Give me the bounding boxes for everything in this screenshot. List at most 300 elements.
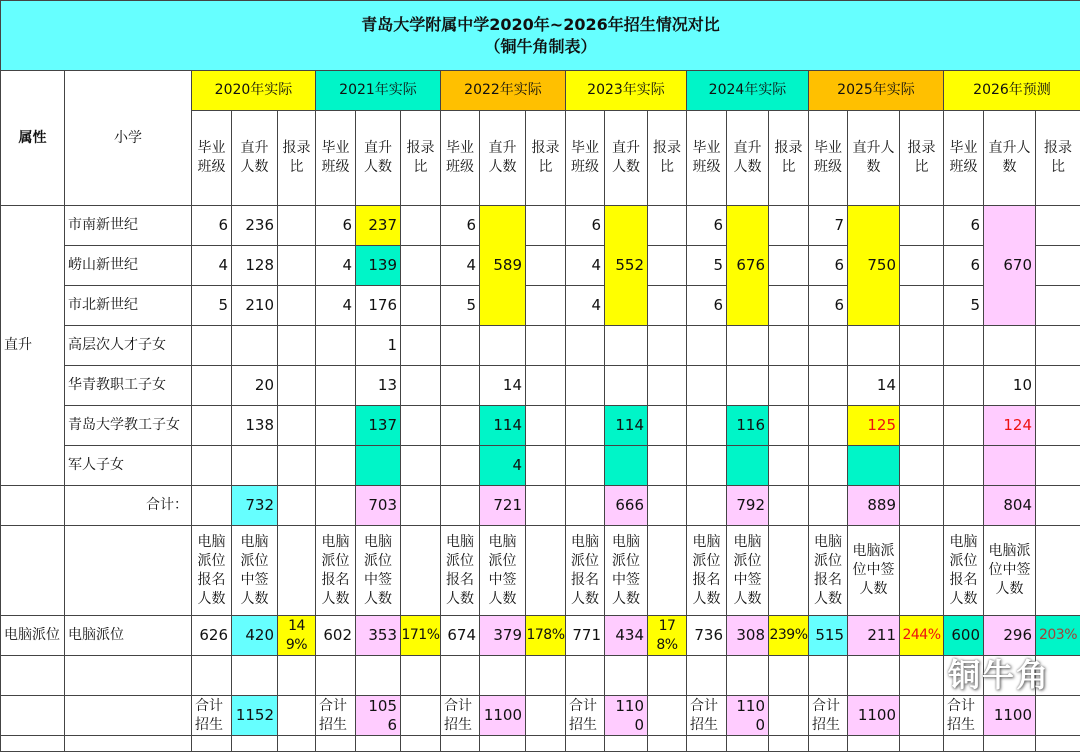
grad-classes [316, 366, 356, 406]
ratio [526, 286, 566, 326]
lottery-won: 353 [356, 616, 401, 656]
direct-count: 128 [232, 246, 278, 286]
direct-count: 237 [356, 206, 401, 246]
enroll-total: 1100 [848, 696, 900, 736]
direct-count: 116 [727, 406, 769, 446]
lottery-apply-header: 电脑派位报名人数 [192, 526, 232, 616]
enroll-total: 1100 [480, 696, 526, 736]
grad-classes-header: 毕业班级 [687, 111, 727, 206]
direct-count [727, 326, 769, 366]
enroll-total: 1152 [232, 696, 278, 736]
empty [769, 656, 809, 696]
school-row [1, 366, 1080, 406]
grad-classes [316, 406, 356, 446]
ratio [526, 406, 566, 446]
empty [526, 736, 566, 752]
ratio [900, 206, 944, 246]
enroll-total-label: 合计招生 [192, 696, 232, 736]
direct-count-merged: 670 [984, 206, 1036, 326]
direct-total: 666 [605, 486, 648, 526]
empty [526, 526, 566, 616]
direct-count: 124 [984, 406, 1036, 446]
ratio [1036, 446, 1080, 486]
grad-classes: 6 [687, 206, 727, 246]
lottery-row [1, 616, 1080, 656]
empty [401, 696, 441, 736]
empty [480, 656, 526, 696]
ratio [401, 366, 441, 406]
lottery-ratio: 178% [648, 616, 687, 656]
empty [316, 486, 356, 526]
empty [648, 656, 687, 696]
lottery-apply: 736 [687, 616, 727, 656]
empty [648, 486, 687, 526]
direct-count [232, 446, 278, 486]
direct-count [605, 446, 648, 486]
ratio [401, 446, 441, 486]
empty [769, 526, 809, 616]
ratio [648, 246, 687, 286]
grad-classes [441, 446, 480, 486]
empty [769, 736, 809, 752]
lottery-ratio: 171% [401, 616, 441, 656]
ratio [526, 246, 566, 286]
grad-classes: 6 [944, 206, 984, 246]
empty [566, 656, 605, 696]
empty [1036, 736, 1080, 752]
empty [65, 736, 192, 752]
sum-row [1, 486, 1080, 526]
ratio [648, 366, 687, 406]
empty [278, 656, 316, 696]
grad-classes [192, 366, 232, 406]
lottery-ratio: 178% [526, 616, 566, 656]
direct-count [480, 326, 526, 366]
enroll-total-label: 合计招生 [566, 696, 605, 736]
direct-count-header: 直升人数 [984, 111, 1036, 206]
direct-count-merged: 552 [605, 206, 648, 326]
blank-row [1, 736, 1080, 752]
empty [648, 696, 687, 736]
empty [192, 656, 232, 696]
school-name: 市南新世纪 [65, 206, 192, 246]
ratio [648, 446, 687, 486]
direct-count: 139 [356, 246, 401, 286]
ratio [769, 206, 809, 246]
lottery-won-header: 电脑派位中签人数 [232, 526, 278, 616]
grad-classes [566, 446, 605, 486]
enroll-total-label: 合计招生 [441, 696, 480, 736]
enroll-total: 1100 [605, 696, 648, 736]
direct-count: 1 [356, 326, 401, 366]
direct-count: 176 [356, 286, 401, 326]
grad-classes [687, 326, 727, 366]
ratio [1036, 206, 1080, 246]
grad-classes [441, 406, 480, 446]
grad-classes [441, 366, 480, 406]
empty [900, 736, 944, 752]
direct-count: 137 [356, 406, 401, 446]
grad-classes [687, 366, 727, 406]
empty [687, 656, 727, 696]
grad-classes [944, 446, 984, 486]
grad-classes: 5 [687, 246, 727, 286]
grad-classes [687, 446, 727, 486]
grad-classes: 4 [566, 286, 605, 326]
grad-classes: 6 [944, 246, 984, 286]
lottery-won: 296 [984, 616, 1036, 656]
lottery-apply-header: 电脑派位报名人数 [566, 526, 605, 616]
direct-count-merged: 589 [480, 206, 526, 326]
direct-count [605, 366, 648, 406]
direct-count: 125 [848, 406, 900, 446]
ratio [278, 446, 316, 486]
grad-classes [687, 406, 727, 446]
lottery-apply: 515 [809, 616, 848, 656]
title-text: 青岛大学附属中学2020年~2026年招生情况对比 [4, 14, 1077, 36]
ratio-header: 报录比 [526, 111, 566, 206]
lottery-apply-header: 电脑派位报名人数 [441, 526, 480, 616]
empty [648, 736, 687, 752]
grad-classes: 7 [809, 206, 848, 246]
lottery-won-header: 电脑派位中签人数 [984, 526, 1036, 616]
enroll-total-label: 合计招生 [687, 696, 727, 736]
lottery-row-label: 电脑派位 [65, 616, 192, 656]
year-header: 2025年实际 [809, 71, 944, 111]
sum-label: 合计： [65, 486, 192, 526]
ratio [278, 286, 316, 326]
lottery-won-header: 电脑派位中签人数 [727, 526, 769, 616]
lottery-apply-header: 电脑派位报名人数 [316, 526, 356, 616]
grad-classes: 4 [441, 246, 480, 286]
enroll-total: 1100 [727, 696, 769, 736]
lottery-apply: 600 [944, 616, 984, 656]
grad-classes: 4 [566, 246, 605, 286]
empty [441, 486, 480, 526]
grad-classes: 6 [441, 206, 480, 246]
school-name: 青岛大学教工子女 [65, 406, 192, 446]
ratio [900, 246, 944, 286]
direct-count [605, 326, 648, 366]
empty [648, 526, 687, 616]
grad-classes: 4 [316, 246, 356, 286]
empty [401, 526, 441, 616]
empty [441, 736, 480, 752]
direct-count: 114 [480, 406, 526, 446]
school-name: 市北新世纪 [65, 286, 192, 326]
lottery-won-header: 电脑派位中签人数 [356, 526, 401, 616]
empty [526, 696, 566, 736]
empty [605, 736, 648, 752]
ratio [278, 206, 316, 246]
enroll-total: 1100 [984, 696, 1036, 736]
empty [566, 486, 605, 526]
ratio-header: 报录比 [900, 111, 944, 206]
empty [1, 656, 65, 696]
direct-count: 114 [605, 406, 648, 446]
grad-classes: 6 [809, 246, 848, 286]
empty [232, 656, 278, 696]
empty [1, 696, 65, 736]
ratio [401, 406, 441, 446]
ratio [278, 326, 316, 366]
grad-classes [566, 366, 605, 406]
grad-classes [809, 366, 848, 406]
direct-count [232, 326, 278, 366]
year-header: 2022年实际 [441, 71, 566, 111]
lottery-won: 379 [480, 616, 526, 656]
empty [278, 736, 316, 752]
empty [1036, 486, 1080, 526]
lottery-apply-header: 电脑派位报名人数 [809, 526, 848, 616]
empty [809, 736, 848, 752]
direct-total: 889 [848, 486, 900, 526]
school-name: 华青教职工子女 [65, 366, 192, 406]
title-row [1, 1, 1080, 71]
lottery-won-header: 电脑派位中签人数 [848, 526, 900, 616]
ratio [648, 206, 687, 246]
grad-classes-header: 毕业班级 [944, 111, 984, 206]
ratio [900, 406, 944, 446]
ratio [769, 406, 809, 446]
grad-classes-header: 毕业班级 [809, 111, 848, 206]
lottery-ratio: 203% [1036, 616, 1080, 656]
empty [944, 486, 984, 526]
empty [480, 736, 526, 752]
grad-classes: 4 [316, 286, 356, 326]
ratio-header: 报录比 [648, 111, 687, 206]
ratio [769, 366, 809, 406]
lottery-won: 420 [232, 616, 278, 656]
grad-classes-header: 毕业班级 [316, 111, 356, 206]
ratio [1036, 406, 1080, 446]
ratio [401, 286, 441, 326]
direct-count [984, 326, 1036, 366]
empty [687, 486, 727, 526]
direct-count [984, 446, 1036, 486]
lottery-apply: 626 [192, 616, 232, 656]
direct-total: 732 [232, 486, 278, 526]
ratio [900, 446, 944, 486]
lottery-won-header: 电脑派位中签人数 [480, 526, 526, 616]
school-name: 军人子女 [65, 446, 192, 486]
school-row [1, 206, 1080, 246]
direct-count: 138 [232, 406, 278, 446]
direct-count-header: 直升人数 [356, 111, 401, 206]
empty [984, 736, 1036, 752]
grad-classes [809, 406, 848, 446]
ratio-header: 报录比 [769, 111, 809, 206]
school-name: 高层次人才子女 [65, 326, 192, 366]
empty [809, 656, 848, 696]
ratio [769, 286, 809, 326]
ratio [648, 286, 687, 326]
empty [401, 656, 441, 696]
empty [401, 736, 441, 752]
ratio [648, 326, 687, 366]
ratio [1036, 326, 1080, 366]
empty [727, 736, 769, 752]
empty [848, 736, 900, 752]
grad-classes: 4 [192, 246, 232, 286]
empty [687, 736, 727, 752]
ratio [648, 406, 687, 446]
grad-classes [566, 326, 605, 366]
direct-count-merged: 750 [848, 206, 900, 326]
empty [316, 656, 356, 696]
empty [1036, 526, 1080, 616]
empty [278, 486, 316, 526]
grad-classes [192, 406, 232, 446]
empty [1, 736, 65, 752]
grad-classes: 5 [441, 286, 480, 326]
direct-count [848, 326, 900, 366]
ratio [900, 286, 944, 326]
empty [356, 736, 401, 752]
ratio [769, 326, 809, 366]
year-header: 2023年实际 [566, 71, 687, 111]
grad-classes [192, 446, 232, 486]
direct-count-header: 直升人数 [848, 111, 900, 206]
year-header-row [1, 71, 1080, 111]
school-row [1, 246, 1080, 286]
page-title [1, 1, 1080, 71]
grad-classes [809, 446, 848, 486]
ratio [900, 326, 944, 366]
ratio-header: 报录比 [401, 111, 441, 206]
school-row [1, 286, 1080, 326]
grad-classes [316, 446, 356, 486]
ratio [401, 326, 441, 366]
lottery-won: 211 [848, 616, 900, 656]
direct-total: 721 [480, 486, 526, 526]
empty [192, 486, 232, 526]
empty [401, 486, 441, 526]
year-header: 2021年实际 [316, 71, 441, 111]
empty [727, 656, 769, 696]
grad-classes [316, 326, 356, 366]
lottery-header-row [1, 526, 1080, 616]
ratio [1036, 246, 1080, 286]
subtitle-text: （铜牛角制表） [4, 36, 1077, 58]
grad-classes [441, 326, 480, 366]
empty [1036, 696, 1080, 736]
empty [65, 526, 192, 616]
empty [769, 486, 809, 526]
empty [65, 696, 192, 736]
direct-count-merged: 676 [727, 206, 769, 326]
group-label-lottery: 电脑派位 [1, 616, 65, 656]
empty [848, 656, 900, 696]
ratio-header: 报录比 [1036, 111, 1080, 206]
lottery-apply: 771 [566, 616, 605, 656]
lottery-apply: 602 [316, 616, 356, 656]
grad-classes-header: 毕业班级 [566, 111, 605, 206]
direct-total: 792 [727, 486, 769, 526]
grad-classes: 6 [192, 206, 232, 246]
empty [356, 656, 401, 696]
year-header: 2026年预测 [944, 71, 1080, 111]
empty [900, 526, 944, 616]
direct-count-header: 直升人数 [727, 111, 769, 206]
direct-total: 703 [356, 486, 401, 526]
grad-classes-header: 毕业班级 [192, 111, 232, 206]
direct-count [727, 446, 769, 486]
empty [900, 486, 944, 526]
ratio-header: 报录比 [278, 111, 316, 206]
grad-classes: 6 [809, 286, 848, 326]
direct-count: 236 [232, 206, 278, 246]
lottery-ratio: 239% [769, 616, 809, 656]
lottery-won-header: 电脑派位中签人数 [605, 526, 648, 616]
empty [566, 736, 605, 752]
ratio [1036, 366, 1080, 406]
year-header: 2024年实际 [687, 71, 809, 111]
ratio [401, 246, 441, 286]
grad-classes [809, 326, 848, 366]
empty [944, 736, 984, 752]
grad-classes-header: 毕业班级 [441, 111, 480, 206]
enroll-total-label: 合计招生 [944, 696, 984, 736]
grad-classes [944, 326, 984, 366]
ratio [278, 406, 316, 446]
empty [809, 486, 848, 526]
direct-count: 14 [480, 366, 526, 406]
grad-classes [944, 406, 984, 446]
lottery-ratio: 149% [278, 616, 316, 656]
direct-count: 210 [232, 286, 278, 326]
ratio [526, 206, 566, 246]
group-label-direct: 直升 [1, 206, 65, 486]
empty [526, 486, 566, 526]
ratio [401, 206, 441, 246]
grad-classes: 5 [944, 286, 984, 326]
direct-count: 14 [848, 366, 900, 406]
ratio [526, 326, 566, 366]
enroll-total-label: 合计招生 [316, 696, 356, 736]
empty [900, 656, 944, 696]
grad-classes [566, 406, 605, 446]
ratio [900, 366, 944, 406]
school-name: 崂山新世纪 [65, 246, 192, 286]
lottery-won: 308 [727, 616, 769, 656]
school-row [1, 446, 1080, 486]
grad-classes: 6 [687, 286, 727, 326]
grad-classes: 6 [316, 206, 356, 246]
blank-row [1, 656, 1080, 696]
empty [316, 736, 356, 752]
direct-count: 13 [356, 366, 401, 406]
direct-count-header: 直升人数 [480, 111, 526, 206]
empty [278, 696, 316, 736]
year-header: 2020年实际 [192, 71, 316, 111]
grad-classes [944, 366, 984, 406]
empty [526, 656, 566, 696]
school-header: 小学 [65, 71, 192, 206]
empty [1, 526, 65, 616]
empty [278, 526, 316, 616]
direct-count [356, 446, 401, 486]
lottery-apply-header: 电脑派位报名人数 [687, 526, 727, 616]
ratio [769, 246, 809, 286]
grad-classes: 6 [566, 206, 605, 246]
ratio [278, 366, 316, 406]
attribute-header: 属性 [1, 71, 65, 206]
enroll-total: 1056 [356, 696, 401, 736]
watermark: 铜牛角 [948, 657, 1050, 693]
school-row [1, 326, 1080, 366]
grad-classes: 5 [192, 286, 232, 326]
